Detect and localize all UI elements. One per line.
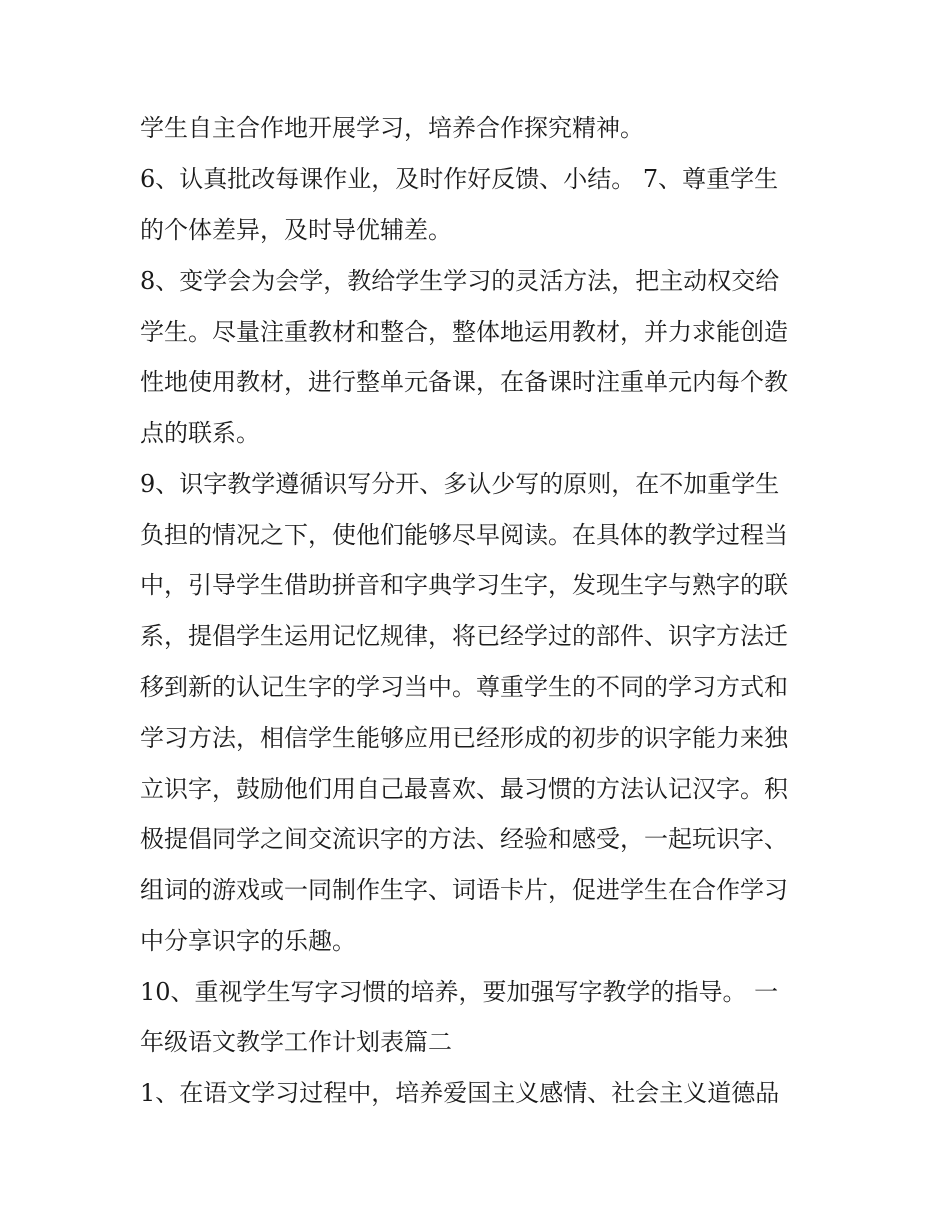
text-line: 点的联系。 xyxy=(140,419,260,447)
text-line: 极提倡同学之间交流识字的方法、经验和感受，一起玩识字、 xyxy=(140,825,788,853)
text-line: 移到新的认记生字的学习当中。尊重学生的不同的学习方式和 xyxy=(140,673,788,701)
text-line: 立识字，鼓励他们用自己最喜欢、最习惯的方法认记汉字。积 xyxy=(140,775,788,803)
text-line: 的个体差异，及时导优辅差。 xyxy=(140,216,452,244)
text-line: 9、识字教学遵循识写分开、多认少写的原则，在不加重学生 xyxy=(140,470,780,498)
text-line: 系，提倡学生运用记忆规律，将已经学过的部件、识字方法迁 xyxy=(140,622,788,650)
text-line: 学生。尽量注重教材和整合，整体地运用教材，并力求能创造 xyxy=(140,318,788,346)
text-line: 负担的情况之下，使他们能够尽早阅读。在具体的教学过程当 xyxy=(140,521,788,549)
text-line: 1、在语文学习过程中，培养爱国主义感情、社会主义道德品 xyxy=(140,1079,780,1107)
text-line: 8、变学会为会学，教给学生学习的灵活方法，把主动权交给 xyxy=(140,267,780,295)
text-line: 学习方法，相信学生能够应用已经形成的初步的识字能力来独 xyxy=(140,724,788,752)
text-line: 组词的游戏或一同制作生字、词语卡片，促进学生在合作学习 xyxy=(140,876,788,904)
text-line: 6、认真批改每课作业，及时作好反馈、小结。 7、尊重学生 xyxy=(140,165,779,193)
text-line: 中，引导学生借助拼音和字典学习生字，发现生字与熟字的联 xyxy=(140,571,788,599)
text-line: 学生自主合作地开展学习，培养合作探究精神。 xyxy=(140,114,644,142)
text-line: 10、重视学生写字习惯的培养，要加强写字教学的指导。 一 xyxy=(140,978,779,1006)
text-line: 中分享识字的乐趣。 xyxy=(140,927,356,955)
text-line: 年级语文教学工作计划表篇二 xyxy=(140,1028,452,1056)
text-line: 性地使用教材，进行整单元备课，在备课时注重单元内每个教 xyxy=(140,368,788,396)
